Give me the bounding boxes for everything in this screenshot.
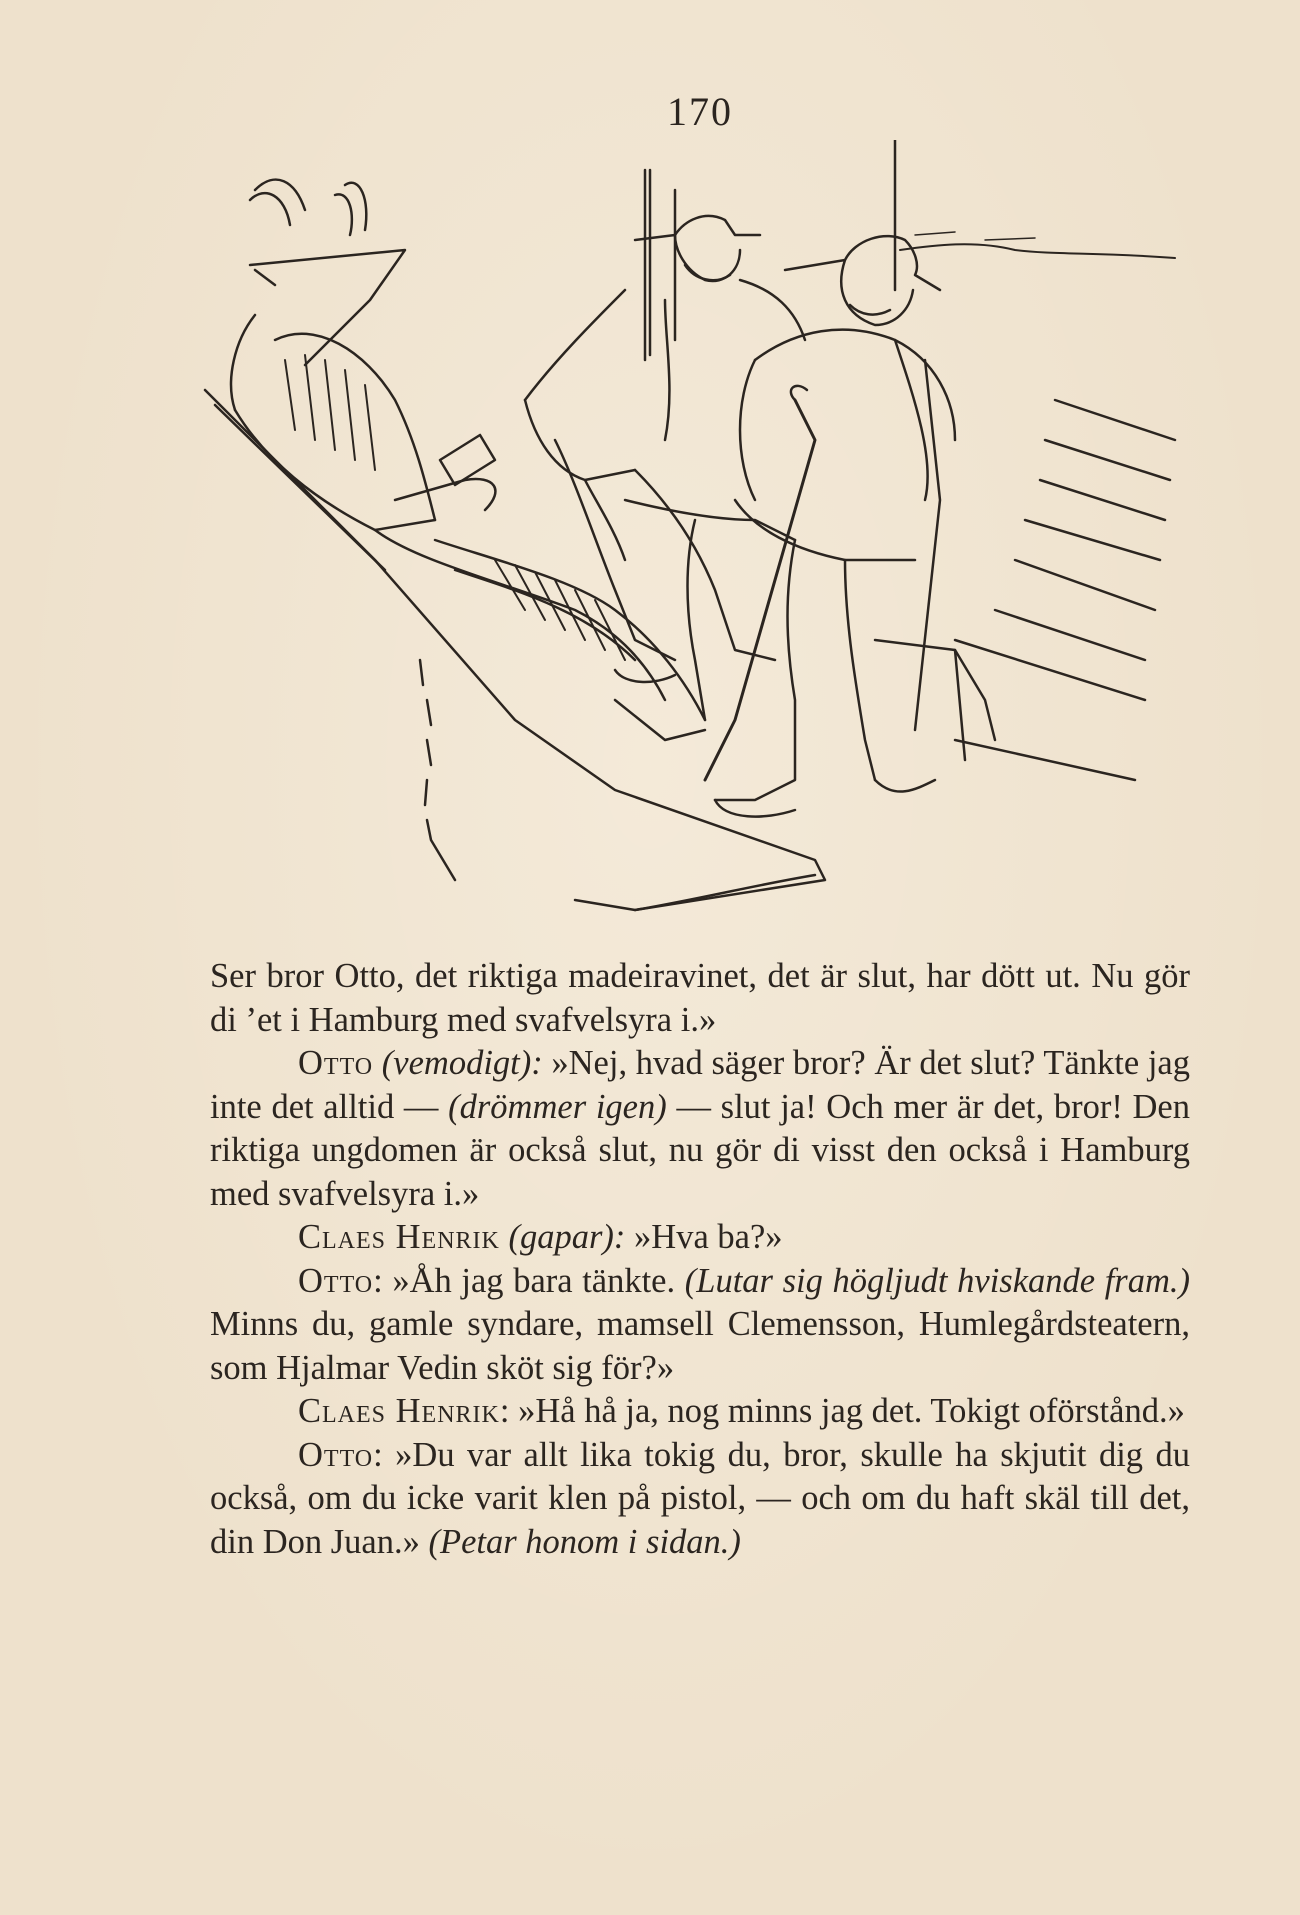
text-segment: : »Hå hå ja, nog minns jag det. Tokigt oförstånd.» [499, 1392, 1185, 1430]
speaker-name: Claes Henrik [298, 1392, 500, 1430]
paragraph [210, 1216, 1190, 1260]
stage-direction: (Petar honom i sidan.) [428, 1522, 741, 1561]
speaker-name: Claes Henrik [298, 1218, 500, 1256]
speaker-name: Otto [298, 1435, 374, 1474]
text-segment: Ser bror Otto, det riktiga madeiravinet, det är slut, har dött ut. Nu gör di ’et i Hamburg med svafvelsyra i.» [210, 957, 1190, 1039]
text-segment: : »Åh jag bara tänkte. [373, 1261, 685, 1300]
stage-direction: (Lutar sig högljudt hviskande fram.) [684, 1261, 1191, 1300]
text-segment: »Hva ba?» [634, 1218, 783, 1256]
body-text [210, 955, 1190, 1564]
paragraph [210, 955, 1190, 1042]
paragraph [210, 1434, 1190, 1565]
text-segment: Minns du, gamle syndare, mamsell Clemensson, Humlegårdsteatern, som Hjalmar Vedin sköt sig för?» [210, 1305, 1190, 1387]
stage-direction: (vemodigt): [373, 1044, 552, 1082]
text-segment: »Nej, hvad säger bror? Är det slut? Tänkte jag inte det alltid — [210, 1044, 1190, 1126]
stage-direction: (gapar): [499, 1218, 635, 1256]
speaker-name: Otto [298, 1044, 374, 1082]
paragraph [210, 1042, 1190, 1216]
speaker-name: Otto [298, 1261, 374, 1300]
paragraph [210, 1390, 1190, 1434]
engraving-illustration [195, 140, 1195, 920]
paragraph [210, 1260, 1190, 1391]
stage-direction: (drömmer igen) [448, 1087, 667, 1126]
text-segment: — slut ja! Och mer är det, bror! Den riktiga ungdomen är också slut, nu gör di visst den också i Hamburg med svafvelsyra i.» [210, 1087, 1190, 1213]
text-segment: : »Du var allt lika tokig du, bror, skulle ha skjutit dig du också, om du icke varit klen på pistol, — och om du haft skäl till det, din Don Juan.» [210, 1435, 1190, 1561]
page-number: 170 [667, 89, 733, 134]
